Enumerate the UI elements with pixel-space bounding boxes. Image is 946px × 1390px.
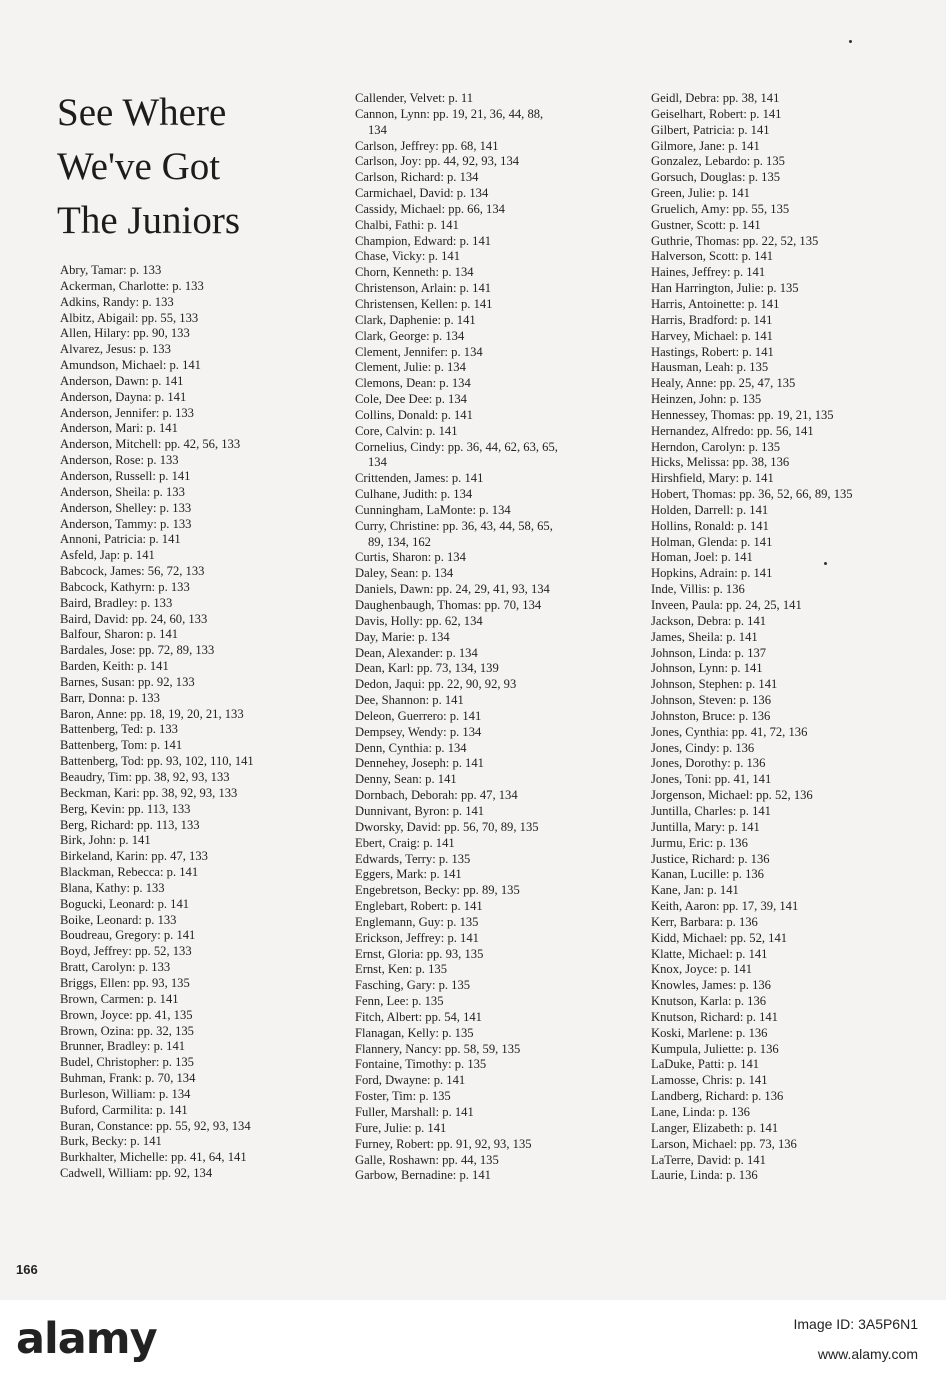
index-entry: Keith, Aaron: pp. 17, 39, 141 xyxy=(651,899,799,914)
index-entry: Babcock, James: 56, 72, 133 xyxy=(60,564,205,579)
index-entry: LaTerre, David: p. 141 xyxy=(651,1152,766,1167)
index-entry: Gilmore, Jane: p. 141 xyxy=(651,138,760,153)
index-entry: Ackerman, Charlotte: p. 133 xyxy=(60,278,204,293)
index-entry: Crittenden, James: p. 141 xyxy=(355,471,484,486)
index-entry: Kumpula, Juliette: p. 136 xyxy=(651,1041,779,1056)
index-entry: Cassidy, Michael: pp. 66, 134 xyxy=(355,201,505,216)
index-entry: Buran, Constance: pp. 55, 92, 93, 134 xyxy=(60,1118,251,1133)
index-entry: Brown, Carmen: p. 141 xyxy=(60,991,179,1006)
index-entry: Baird, Bradley: p. 133 xyxy=(60,595,173,610)
index-column-3 xyxy=(651,91,853,1184)
index-entry: Anderson, Dayna: p. 141 xyxy=(60,389,187,404)
index-entry: Clark, George: p. 134 xyxy=(355,328,465,343)
index-entry: Han Harrington, Julie: p. 135 xyxy=(651,281,799,296)
index-entry: Jones, Dorothy: p. 136 xyxy=(651,756,766,771)
index-entry: Hicks, Melissa: pp. 38, 136 xyxy=(651,455,790,470)
index-entry: Christensen, Kellen: p. 141 xyxy=(355,296,493,311)
index-entry: Gorsuch, Douglas: p. 135 xyxy=(651,170,781,185)
index-entry: Fasching, Gary: p. 135 xyxy=(355,978,471,993)
index-entry: Baird, David: pp. 24, 60, 133 xyxy=(60,611,208,626)
index-entry: Johnson, Steven: p. 136 xyxy=(651,693,771,708)
index-entry: Boudreau, Gregory: p. 141 xyxy=(60,928,196,943)
index-entry: Daniels, Dawn: pp. 24, 29, 41, 93, 134 xyxy=(355,582,550,597)
index-entry: Christenson, Arlain: p. 141 xyxy=(355,281,492,296)
index-entry: Jones, Cynthia: pp. 41, 72, 136 xyxy=(651,724,808,739)
index-entry: Jorgenson, Michael: pp. 52, 136 xyxy=(651,788,813,803)
index-entry: Englemann, Guy: p. 135 xyxy=(355,914,479,929)
index-entry: Inveen, Paula: pp. 24, 25, 141 xyxy=(651,598,802,612)
index-entry: Burk, Becky: p. 141 xyxy=(60,1134,162,1149)
index-entry: Barden, Keith: p. 141 xyxy=(60,659,169,674)
index-entry: Beckman, Kari: pp. 38, 92, 93, 133 xyxy=(60,785,238,800)
alamy-logo: alamy xyxy=(16,1314,157,1364)
index-entry: LaDuke, Patti: p. 141 xyxy=(651,1057,760,1072)
index-column-2 xyxy=(355,91,558,1184)
index-entry: Bardales, Jose: pp. 72, 89, 133 xyxy=(60,643,215,658)
index-entry: Anderson, Russell: p. 141 xyxy=(60,468,191,483)
index-entry: Healy, Anne: pp. 25, 47, 135 xyxy=(651,376,796,391)
index-entry: Buhman, Frank: p. 70, 134 xyxy=(60,1071,196,1086)
index-entry: Harris, Bradford: p. 141 xyxy=(651,312,773,327)
index-entry: Hastings, Robert: p. 141 xyxy=(651,344,774,359)
index-entry: Denny, Sean: p. 141 xyxy=(355,772,457,787)
index-entry: Gonzalez, Lebardo: p. 135 xyxy=(651,154,785,169)
index-entry: Chalbi, Fathi: p. 141 xyxy=(355,217,459,232)
index-entry: Kane, Jan: p. 141 xyxy=(651,883,739,898)
source-url: www.alamy.com xyxy=(817,1346,918,1362)
index-entry: Dean, Karl: pp. 73, 134, 139 xyxy=(355,661,499,676)
index-entry: Dornbach, Deborah: pp. 47, 134 xyxy=(355,788,518,803)
index-entry: Asfeld, Jap: p. 141 xyxy=(60,548,155,563)
index-entry: Fenn, Lee: p. 135 xyxy=(355,994,444,1009)
index-entry: Halverson, Scott: p. 141 xyxy=(651,249,774,264)
index-entry: Budel, Christopher: p. 135 xyxy=(60,1055,194,1070)
index-entry: Kerr, Barbara: p. 136 xyxy=(651,914,758,929)
index-entry: Heinzen, John: p. 135 xyxy=(651,392,762,407)
index-entry: Anderson, Shelley: p. 133 xyxy=(60,500,192,515)
index-entry: Ford, Dwayne: p. 141 xyxy=(355,1073,466,1088)
index-entry: Holman, Glenda: p. 141 xyxy=(651,534,773,549)
index-entry: Koski, Marlene: p. 136 xyxy=(651,1025,768,1040)
index-entry: Geidl, Debra: pp. 38, 141 xyxy=(651,91,780,105)
title-line: We've Got xyxy=(57,145,221,188)
index-entry: Harris, Antoinette: p. 141 xyxy=(651,296,780,311)
index-entry: Barnes, Susan: pp. 92, 133 xyxy=(60,674,195,689)
index-entry: Cole, Dee Dee: p. 134 xyxy=(355,392,467,407)
index-entry: Curtis, Sharon: p. 134 xyxy=(355,550,466,565)
index-entry: Holden, Darrell: p. 141 xyxy=(651,502,769,517)
index-entry: Flanagan, Kelly: p. 135 xyxy=(355,1025,474,1040)
index-entry: Beaudry, Tim: pp. 38, 92, 93, 133 xyxy=(60,770,230,784)
index-entry: Chorn, Kenneth: p. 134 xyxy=(355,265,474,280)
page-number: 166 xyxy=(16,1262,38,1277)
index-entry: Jones, Cindy: p. 136 xyxy=(651,740,755,755)
index-entry: Clement, Jennifer: p. 134 xyxy=(355,344,483,359)
index-entry: Balfour, Sharon: p. 141 xyxy=(60,627,179,642)
index-entry: Fure, Julie: p. 141 xyxy=(355,1120,447,1135)
index-entry: Fontaine, Timothy: p. 135 xyxy=(355,1057,487,1072)
index-entry: Abry, Tamar: p. 133 xyxy=(60,263,162,277)
index-entry: Deleon, Guerrero: p. 141 xyxy=(355,708,482,723)
index-entry: Davis, Holly: pp. 62, 134 xyxy=(355,613,483,628)
index-entry: Englebart, Robert: p. 141 xyxy=(355,899,483,914)
index-entry: Johnson, Lynn: p. 141 xyxy=(651,661,763,676)
index-entry: Allen, Hilary: pp. 90, 133 xyxy=(60,326,190,341)
index-entry: Battenberg, Ted: p. 133 xyxy=(60,722,178,737)
index-entry: Jackson, Debra: p. 141 xyxy=(651,613,767,628)
index-entry: Juntilla, Mary: p. 141 xyxy=(651,819,760,834)
index-entry: Cornelius, Cindy: pp. 36, 44, 62, 63, 65, xyxy=(355,439,558,454)
index-entry: Burkhalter, Michelle: pp. 41, 64, 141 xyxy=(60,1150,247,1165)
index-entry: Battenberg, Tom: p. 141 xyxy=(60,738,183,753)
index-entry: Foster, Tim: p. 135 xyxy=(355,1089,451,1104)
index-entry: Albitz, Abigail: pp. 55, 133 xyxy=(60,310,199,325)
index-entry: Erickson, Jeffrey: p. 141 xyxy=(355,930,479,945)
index-entry: Anderson, Sheila: p. 133 xyxy=(60,484,185,499)
index-entry: Flannery, Nancy: pp. 58, 59, 135 xyxy=(355,1041,521,1056)
index-entry: Gilbert, Patricia: p. 141 xyxy=(651,122,770,137)
image-id-label: Image ID: 3A5P6N1 xyxy=(793,1316,918,1332)
index-entry: Collins, Donald: p. 141 xyxy=(355,407,473,422)
index-entry: Blana, Kathy: p. 133 xyxy=(60,880,165,895)
index-entry: Landberg, Richard: p. 136 xyxy=(651,1089,784,1104)
index-entry: Carmichael, David: p. 134 xyxy=(355,186,489,201)
index-entry: Edwards, Terry: p. 135 xyxy=(355,851,471,866)
index-entry: Briggs, Ellen: pp. 93, 135 xyxy=(60,975,190,990)
index-entry: Hobert, Thomas: pp. 36, 52, 66, 89, 135 xyxy=(651,487,853,502)
index-entry: Alvarez, Jesus: p. 133 xyxy=(60,342,171,357)
index-entry: Babcock, Kathyrn: p. 133 xyxy=(60,579,190,594)
index-entry: Herndon, Carolyn: p. 135 xyxy=(651,439,781,454)
index-entry: Anderson, Jennifer: p. 133 xyxy=(60,405,194,420)
index-entry: Boike, Leonard: p. 133 xyxy=(60,912,177,927)
index-entry: Birk, John: p. 141 xyxy=(60,833,151,848)
index-entry: Hennessey, Thomas: pp. 19, 21, 135 xyxy=(651,407,834,422)
print-speck xyxy=(824,562,827,565)
index-entry: Chase, Vicky: p. 141 xyxy=(355,249,460,264)
index-entry: Anderson, Mari: p. 141 xyxy=(60,421,178,436)
index-entry: Gustner, Scott: p. 141 xyxy=(651,217,761,232)
page-title xyxy=(57,86,317,248)
index-entry: Adkins, Randy: p. 133 xyxy=(60,294,174,309)
index-entry: Homan, Joel: p. 141 xyxy=(651,550,753,565)
index-entry: Anderson, Tammy: p. 133 xyxy=(60,516,192,531)
index-entry: Berg, Richard: pp. 113, 133 xyxy=(60,817,200,832)
index-entry: Jones, Toni: pp. 41, 141 xyxy=(651,772,772,787)
index-entry: Champion, Edward: p. 141 xyxy=(355,233,492,248)
index-entry: Hernandez, Alfredo: pp. 56, 141 xyxy=(651,423,814,438)
index-entry: Knox, Joyce: p. 141 xyxy=(651,962,753,977)
index-entry: Knutson, Karla: p. 136 xyxy=(651,994,767,1009)
print-speck xyxy=(849,40,852,43)
index-entry: Langer, Elizabeth: p. 141 xyxy=(651,1120,779,1135)
index-entry: Furney, Robert: pp. 91, 92, 93, 135 xyxy=(355,1136,532,1151)
index-entry: Clement, Julie: p. 134 xyxy=(355,360,466,375)
index-entry: Fuller, Marshall: p. 141 xyxy=(355,1105,474,1119)
index-entry: Hirshfield, Mary: p. 141 xyxy=(651,471,774,486)
title-line: See Where xyxy=(57,91,227,134)
index-entry: Knowles, James: p. 136 xyxy=(651,978,771,993)
index-entry: Berg, Kevin: pp. 113, 133 xyxy=(60,801,191,816)
index-entry: Lane, Linda: p. 136 xyxy=(651,1105,750,1119)
index-entry: Birkeland, Karin: pp. 47, 133 xyxy=(60,849,208,864)
index-entry: Ernst, Gloria: pp. 93, 135 xyxy=(355,946,484,961)
index-entry: Burleson, William: p. 134 xyxy=(60,1086,191,1101)
index-entry: Battenberg, Tod: pp. 93, 102, 110, 141 xyxy=(60,754,254,769)
index-entry: Brown, Joyce: pp. 41, 135 xyxy=(60,1007,193,1022)
index-entry: Kidd, Michael: pp. 52, 141 xyxy=(651,930,788,945)
index-entry: Ernst, Ken: p. 135 xyxy=(355,962,447,977)
index-column-1 xyxy=(60,263,254,1182)
index-entry: Juntilla, Charles: p. 141 xyxy=(651,803,771,818)
index-entry: Dennehey, Joseph: p. 141 xyxy=(355,756,484,771)
index-entry: Cadwell, William: pp. 92, 134 xyxy=(60,1166,213,1181)
index-entry: Galle, Roshawn: pp. 44, 135 xyxy=(355,1152,499,1167)
index-entry: Hopkins, Adrain: p. 141 xyxy=(651,566,773,581)
index-entry: Anderson, Rose: p. 133 xyxy=(60,453,179,468)
index-entry: Johnson, Stephen: p. 141 xyxy=(651,677,778,692)
index-entry: Baron, Anne: pp. 18, 19, 20, 21, 133 xyxy=(60,706,244,721)
index-entry: Eggers, Mark: p. 141 xyxy=(355,867,462,882)
index-entry: Lamosse, Chris: p. 141 xyxy=(651,1073,768,1088)
index-entry: Gruelich, Amy: pp. 55, 135 xyxy=(651,201,790,216)
index-entry: Dunnivant, Byron: p. 141 xyxy=(355,803,485,818)
index-entry: Callender, Velvet: p. 11 xyxy=(355,91,474,105)
index-entry: Harvey, Michael: p. 141 xyxy=(651,328,773,343)
index-entry: Anderson, Dawn: p. 141 xyxy=(60,373,184,388)
index-entry: 89, 134, 162 xyxy=(368,534,431,549)
index-entry: Dee, Shannon: p. 141 xyxy=(355,693,464,708)
index-entry: Hollins, Ronald: p. 141 xyxy=(651,518,769,533)
index-entry: Knutson, Richard: p. 141 xyxy=(651,1009,778,1024)
index-entry: Fitch, Albert: pp. 54, 141 xyxy=(355,1009,482,1024)
index-entry: Geiselhart, Robert: p. 141 xyxy=(651,106,782,121)
index-entry: Curry, Christine: pp. 36, 43, 44, 58, 65, xyxy=(355,518,553,533)
index-entry: Green, Julie: p. 141 xyxy=(651,186,750,201)
index-entry: Johnson, Linda: p. 137 xyxy=(651,645,767,660)
index-entry: Engebretson, Becky: pp. 89, 135 xyxy=(355,883,520,898)
index-entry: Clemons, Dean: p. 134 xyxy=(355,376,471,391)
index-entry: Core, Calvin: p. 141 xyxy=(355,423,458,438)
index-entry: Boyd, Jeffrey: pp. 52, 133 xyxy=(60,944,192,959)
index-entry: Daughenbaugh, Thomas: pp. 70, 134 xyxy=(355,598,542,612)
index-entry: Clark, Daphenie: p. 141 xyxy=(355,312,476,327)
watermark-footer xyxy=(0,1300,946,1390)
index-entry: Brunner, Bradley: p. 141 xyxy=(60,1039,186,1054)
index-entry: Guthrie, Thomas: pp. 22, 52, 135 xyxy=(651,233,819,248)
index-entry: Inde, Villis: p. 136 xyxy=(651,582,745,597)
index-entry: Cunningham, LaMonte: p. 134 xyxy=(355,502,511,517)
index-entry: Carlson, Jeffrey: pp. 68, 141 xyxy=(355,138,499,153)
index-entry: Anderson, Mitchell: pp. 42, 56, 133 xyxy=(60,437,241,452)
index-entry: Amundson, Michael: p. 141 xyxy=(60,358,201,373)
index-entry: Larson, Michael: pp. 73, 136 xyxy=(651,1136,797,1151)
index-entry: Annoni, Patricia: p. 141 xyxy=(60,532,181,547)
index-entry: Bratt, Carolyn: p. 133 xyxy=(60,960,171,975)
index-entry: Dedon, Jaqui: pp. 22, 90, 92, 93 xyxy=(355,677,517,692)
index-entry: Laurie, Linda: p. 136 xyxy=(651,1168,758,1183)
index-entry: Carlson, Richard: p. 134 xyxy=(355,170,479,185)
index-entry: Ebert, Craig: p. 141 xyxy=(355,835,455,850)
index-entry: Carlson, Joy: pp. 44, 92, 93, 134 xyxy=(355,154,520,169)
index-entry: Klatte, Michael: p. 141 xyxy=(651,946,768,961)
index-entry: Daley, Sean: p. 134 xyxy=(355,566,454,581)
index-entry: Cannon, Lynn: pp. 19, 21, 36, 44, 88, xyxy=(355,106,544,121)
index-entry: Blackman, Rebecca: p. 141 xyxy=(60,865,199,880)
index-entry: Justice, Richard: p. 136 xyxy=(651,851,770,866)
index-entry: Barr, Donna: p. 133 xyxy=(60,690,160,705)
index-entry: Jurmu, Eric: p. 136 xyxy=(651,835,748,850)
index-entry: Hausman, Leah: p. 135 xyxy=(651,360,769,375)
index-entry: 134 xyxy=(368,455,387,470)
index-entry: Johnston, Bruce: p. 136 xyxy=(651,708,771,723)
index-entry: Dworsky, David: pp. 56, 70, 89, 135 xyxy=(355,819,539,834)
index-entry: Day, Marie: p. 134 xyxy=(355,629,450,644)
index-entry: Dean, Alexander: p. 134 xyxy=(355,645,478,660)
title-line: The Juniors xyxy=(57,199,241,242)
index-entry: 134 xyxy=(368,122,387,137)
index-entry: Denn, Cynthia: p. 134 xyxy=(355,740,467,755)
index-entry: Culhane, Judith: p. 134 xyxy=(355,487,473,502)
index-entry: Dempsey, Wendy: p. 134 xyxy=(355,724,482,739)
index-entry: Garbow, Bernadine: p. 141 xyxy=(355,1168,491,1183)
index-entry: Haines, Jeffrey: p. 141 xyxy=(651,265,766,280)
index-entry: Bogucki, Leonard: p. 141 xyxy=(60,896,190,911)
index-entry: Kanan, Lucille: p. 136 xyxy=(651,867,764,882)
index-entry: Buford, Carmilita: p. 141 xyxy=(60,1102,188,1117)
index-entry: James, Sheila: p. 141 xyxy=(651,629,758,644)
index-entry: Brown, Ozina: pp. 32, 135 xyxy=(60,1023,194,1038)
